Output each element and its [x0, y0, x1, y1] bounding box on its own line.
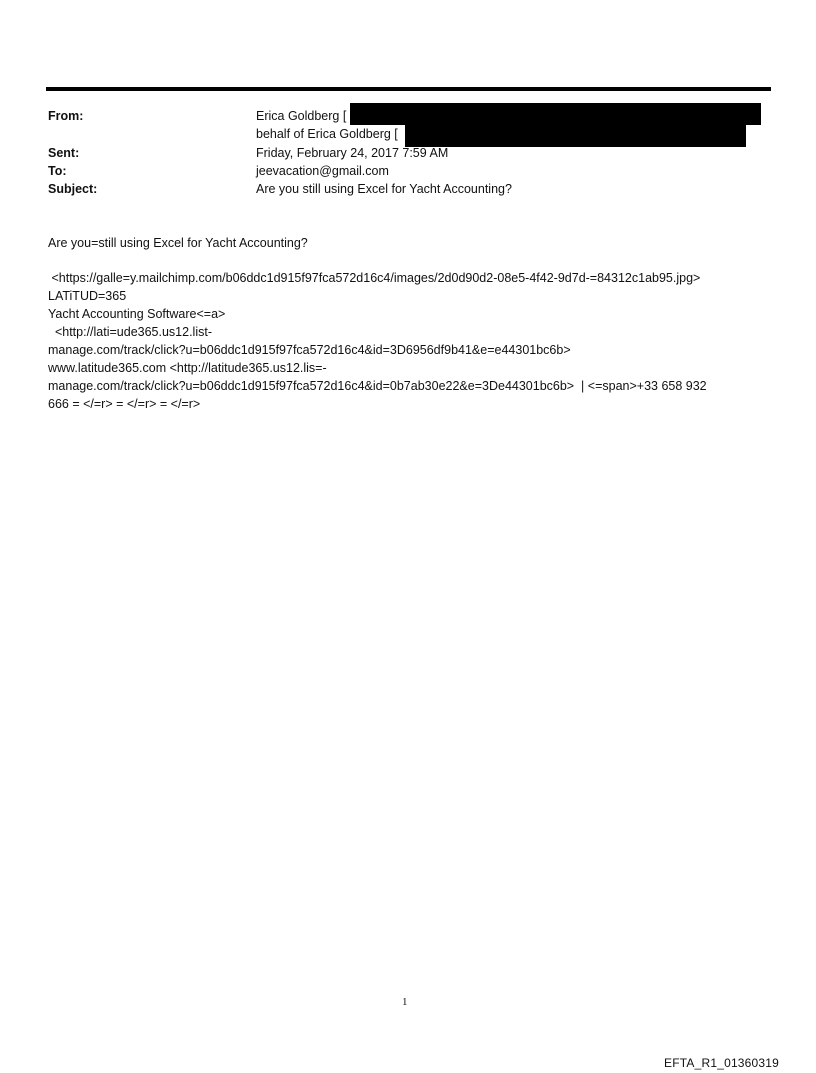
body-line: LATiTUD=365: [48, 289, 127, 303]
to-label: To:: [48, 164, 67, 178]
from-value: Erica Goldberg [: [256, 109, 347, 123]
document-id: EFTA_R1_01360319: [664, 1056, 780, 1070]
body-line: manage.com/track/click?u=b06ddc1d915f97fca572d16c4&id=3D6956df9b41&e=e44301bc6b>: [48, 343, 571, 357]
sent-label: Sent:: [48, 146, 80, 160]
subject-label: Subject:: [48, 182, 98, 196]
page-number: 1: [402, 996, 408, 1008]
subject-value: Are you still using Excel for Yacht Accounting?: [256, 182, 512, 196]
body-intro-line: Are you=still using Excel for Yacht Accounting?: [48, 236, 308, 250]
from-label: From:: [48, 109, 84, 123]
from-value-line2: behalf of Erica Goldberg [: [256, 127, 398, 141]
body-line: <https://galle=y.mailchimp.com/b06ddc1d915f97fca572d16c4/images/2d0d90d2-08e5-4f42-9d7d-=84312c1ab95.jpg>: [48, 271, 701, 285]
sent-value: Friday, February 24, 2017 7:59 AM: [256, 146, 449, 160]
redaction-block-2: [405, 123, 746, 147]
body-line: 666 = </=r> = </=r> = </=r>: [48, 397, 201, 411]
body-line: www.latitude365.com <http://latitude365.us12.lis=-: [48, 361, 327, 375]
to-value: jeevacation@gmail.com: [256, 164, 389, 178]
body-line: manage.com/track/click?u=b06ddc1d915f97fca572d16c4&id=0b7ab30e22&e=3De44301bc6b> | <=span>+33 658 932: [48, 379, 707, 393]
body-line: <http://lati=ude365.us12.list-: [48, 325, 212, 339]
body-line: Yacht Accounting Software<=a>: [48, 307, 226, 321]
header-rule: [46, 87, 771, 91]
redaction-block-1: [350, 103, 761, 125]
